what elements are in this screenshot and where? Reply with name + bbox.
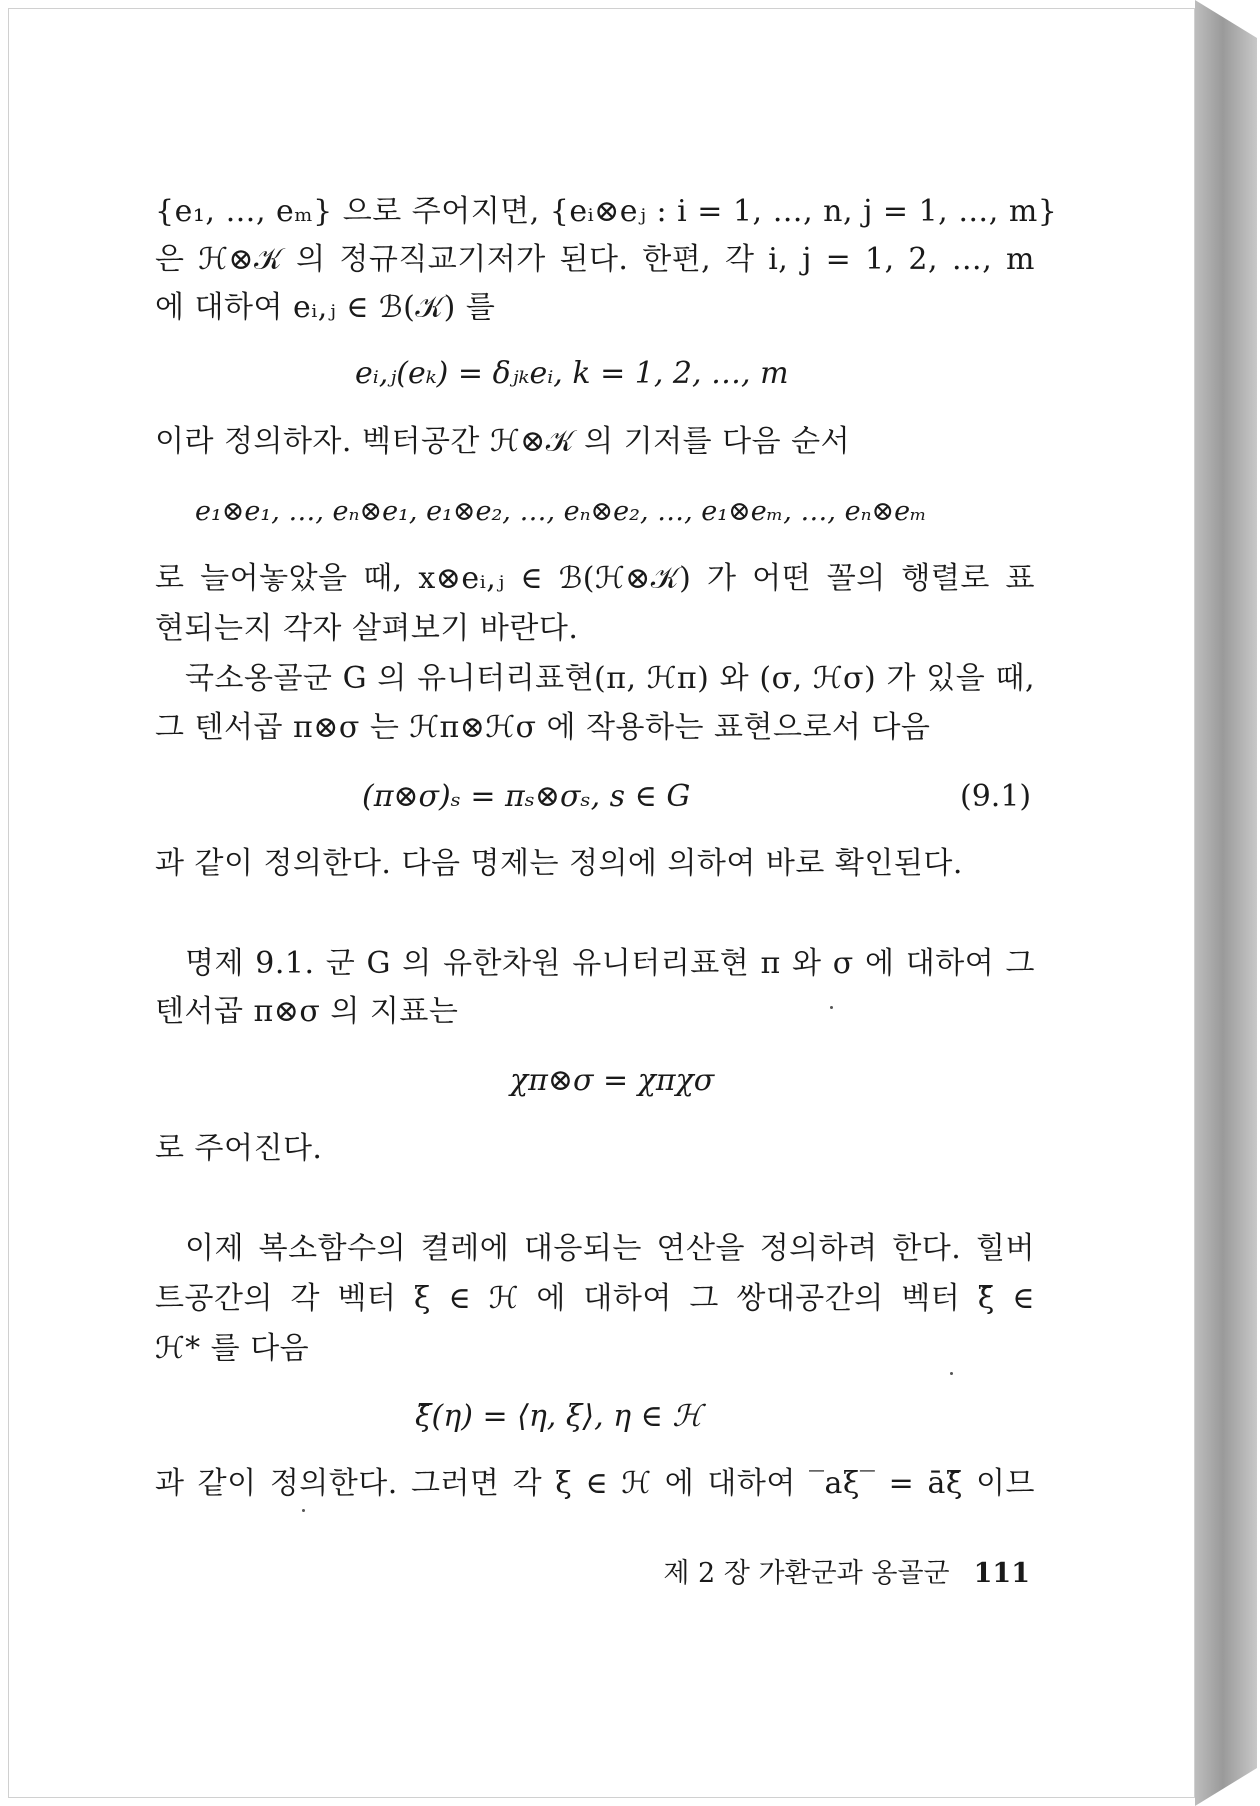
text-line-6: 현되는지 각자 살펴보기 바란다. — [155, 611, 579, 646]
text-line-1: {e₁, …, eₘ} 으로 주어지면, {eᵢ⊗eⱼ : i = 1, …, n, j = 1, …, m} — [155, 194, 1058, 229]
equation-basis-order: e₁⊗e₁, …, eₙ⊗e₁, e₁⊗e₂, …, eₙ⊗e₂, …, e₁⊗eₘ, …, eₙ⊗eₘ — [195, 496, 927, 527]
text-line-14: 트공간의 각 벡터 ξ ∈ ℋ 에 대하여 그 쌍대공간의 벡터 ξ̄ ∈ — [155, 1281, 1035, 1316]
equation-tensor-product: (π⊗σ)ₛ = πₛ⊗σₛ, s ∈ G — [362, 779, 691, 814]
text-line-15: ℋ* 를 다음 — [155, 1331, 310, 1366]
text-line-7: 국소옹골군 G 의 유니터리표현(π, ℋπ) 와 (σ, ℋσ) 가 있을 때, — [185, 661, 1035, 696]
text-line-5: 로 늘어놓았을 때, x⊗eᵢ,ⱼ ∈ ℬ(ℋ⊗𝒦) 가 어떤 꼴의 행렬로 표 — [155, 561, 1035, 596]
book-edge-bottom-corner — [1195, 1768, 1257, 1806]
text-line-9: 과 같이 정의한다. 다음 명제는 정의에 의하여 바로 확인된다. — [155, 846, 963, 881]
equation-number: (9.1) — [960, 779, 1032, 814]
proposition-line-2: 텐서곱 π⊗σ 의 지표는 — [155, 994, 459, 1029]
page-footer — [660, 1556, 1030, 1592]
book-page-edge — [1195, 0, 1257, 1806]
speck — [302, 1509, 305, 1512]
page-number: 111 — [973, 1558, 1030, 1589]
text-line-13: 이제 복소함수의 켤레에 대응되는 연산을 정의하려 한다. 힐버 — [185, 1231, 1035, 1266]
text-line-4: 이라 정의하자. 벡터공간 ℋ⊗𝒦 의 기저를 다음 순서 — [155, 424, 851, 459]
text-line-12: 로 주어진다. — [155, 1131, 323, 1166]
text-line-3: 에 대하여 eᵢ,ⱼ ∈ ℬ(𝒦) 를 — [155, 290, 496, 325]
text-line-16: 과 같이 정의한다. 그러면 각 ξ ∈ ℋ 에 대하여 ‾aξ‾ = āξ̄ 이므 — [155, 1466, 1035, 1501]
book-edge-top-corner — [1195, 0, 1257, 38]
text-line-2: 은 ℋ⊗𝒦 의 정규직교기저가 된다. 한편, 각 i, j = 1, 2, …, m — [155, 242, 1035, 277]
equation-character: χπ⊗σ = χπχσ — [510, 1063, 715, 1098]
proposition-line-1: 명제 9.1. 군 G 의 유한차원 유니터리표현 π 와 σ 에 대하여 그 — [185, 946, 1035, 981]
equation-dual-vector: ξ̄(η) = ⟨η, ξ⟩, η ∈ ℋ — [415, 1399, 703, 1434]
text-line-8: 그 텐서곱 π⊗σ 는 ℋπ⊗ℋσ 에 작용하는 표현으로서 다음 — [155, 710, 931, 745]
speck — [950, 1372, 953, 1375]
chapter-title: 제 2 장 가환군과 옹골군 — [663, 1558, 950, 1589]
speck — [830, 1006, 833, 1009]
equation-eij: eᵢ,ⱼ(eₖ) = δⱼₖeᵢ, k = 1, 2, …, m — [355, 356, 789, 391]
